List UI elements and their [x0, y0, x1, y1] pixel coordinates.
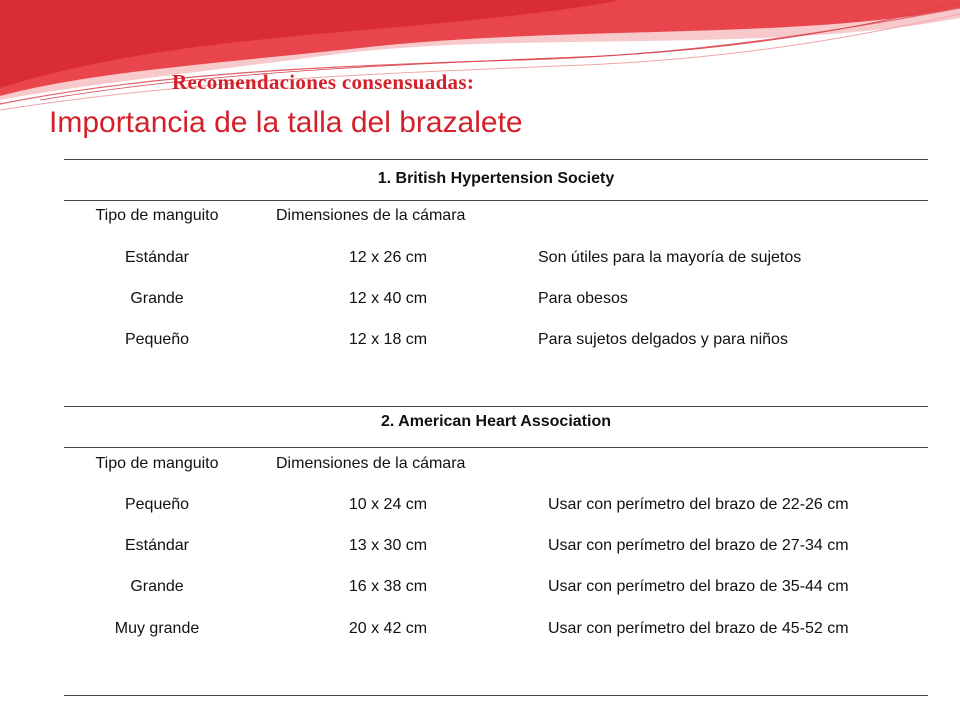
section1-row3-note: Para sujetos delgados y para niños	[538, 331, 788, 348]
section2-row4-type: Muy grande	[114, 620, 200, 637]
page-title: Importancia de la talla del brazalete	[49, 106, 523, 139]
subtitle: Recomendaciones consensuadas:	[172, 70, 475, 94]
section2-row3-type: Grande	[130, 578, 184, 595]
section2-header-type: Tipo de manguito	[95, 455, 219, 472]
section1-row2-dimensions: 12 x 40 cm	[348, 290, 428, 307]
section2-row4-dimensions: 20 x 42 cm	[348, 620, 428, 637]
section1-header-rule	[64, 200, 928, 201]
section1-title: 1. British Hypertension Society	[377, 170, 615, 187]
section2-header-dimensions: Dimensiones de la cámara	[276, 455, 466, 472]
section1-top-rule	[64, 159, 928, 160]
section1-header-dimensions: Dimensiones de la cámara	[276, 207, 466, 224]
section1-row3-dimensions: 12 x 18 cm	[348, 331, 428, 348]
section2-bottom-rule	[64, 695, 928, 696]
section2-row3-note: Usar con perímetro del brazo de 35-44 cm	[548, 578, 849, 595]
section2-row2-type: Estándar	[124, 537, 190, 554]
section2-row3-dimensions: 16 x 38 cm	[348, 578, 428, 595]
section1-row3-type: Pequeño	[124, 331, 190, 348]
section1-row1-type: Estándar	[124, 249, 190, 266]
section1-row1-note: Son útiles para la mayoría de sujetos	[538, 249, 802, 266]
section1-row2-type: Grande	[130, 290, 184, 307]
section1-row2-note: Para obesos	[538, 290, 628, 307]
section2-row1-type: Pequeño	[124, 496, 190, 513]
section2-title: 2. American Heart Association	[380, 413, 611, 430]
section2-header-rule	[64, 447, 928, 448]
section2-row2-dimensions: 13 x 30 cm	[348, 537, 428, 554]
section1-header-type: Tipo de manguito	[95, 207, 219, 224]
section1-row1-dimensions: 12 x 26 cm	[348, 249, 428, 266]
section2-row4-note: Usar con perímetro del brazo de 45-52 cm	[548, 620, 849, 637]
section2-top-rule	[64, 406, 928, 407]
section2-row2-note: Usar con perímetro del brazo de 27-34 cm	[548, 537, 849, 554]
section2-row1-dimensions: 10 x 24 cm	[348, 496, 428, 513]
section2-row1-note: Usar con perímetro del brazo de 22-26 cm	[548, 496, 849, 513]
